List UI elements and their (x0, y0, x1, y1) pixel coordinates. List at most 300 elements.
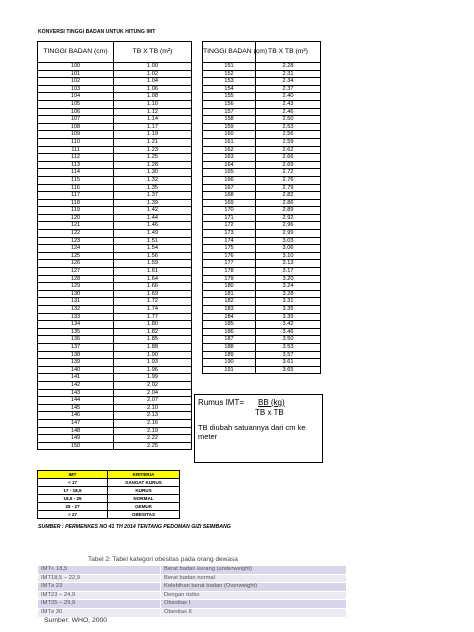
who-row (38, 566, 347, 575)
table-row-cell: 3.28 (256, 290, 321, 298)
table-row (38, 237, 192, 245)
table-row (38, 359, 192, 367)
table-row-cell: 149 (38, 435, 114, 443)
table-row-cell: 157 (203, 108, 256, 116)
table-row-cell: 150 (38, 442, 114, 450)
table-row-cell: 182 (203, 298, 256, 306)
table-row (203, 343, 321, 351)
table-row-cell: 159 (203, 123, 256, 131)
table-row-cell: 1.59 (114, 260, 192, 268)
height-conversion-table-left (37, 41, 192, 450)
criteria-row-cell: > 27 (38, 511, 108, 519)
table-row (38, 412, 192, 420)
table-row (38, 138, 192, 146)
table-row (38, 70, 192, 78)
table-row-cell: 1.88 (114, 343, 192, 351)
table-row-cell: 177 (203, 260, 256, 268)
table-row-cell: 3.10 (256, 252, 321, 260)
source-citation: SUMBER : PERMENKES NO 41 TH 2014 TENTANG PEDOMAN GIZI SEIMBANG (38, 524, 231, 530)
who-obesity-table (37, 565, 347, 618)
table-row-cell: 111 (38, 146, 114, 154)
table-row-cell: 140 (38, 366, 114, 374)
table-row (38, 366, 192, 374)
table-row-cell: 3.50 (256, 336, 321, 344)
table-row-cell: 165 (203, 169, 256, 177)
table-row-cell: 128 (38, 275, 114, 283)
who-table-caption: Tabel 2: Tabel kategori obesitas pada orang dewasa (88, 556, 238, 563)
table-row-cell: 105 (38, 100, 114, 108)
table-row-cell: 1.96 (114, 366, 192, 374)
table-row-cell: 2.22 (114, 435, 192, 443)
who-row (38, 583, 347, 592)
table-row-cell: 151 (203, 63, 256, 71)
criteria-row (38, 511, 180, 519)
table-row-cell: 191 (203, 366, 256, 374)
table-row-cell: 2.50 (256, 116, 321, 124)
table-row-cell: 169 (203, 199, 256, 207)
table-row (38, 63, 192, 71)
column-header-height-squared: TB X TB (m²) (114, 42, 192, 63)
table-row-cell: 1.04 (114, 78, 192, 86)
table-row (38, 93, 192, 101)
table-row-cell: 189 (203, 351, 256, 359)
table-row-cell: 124 (38, 245, 114, 253)
table-row-cell: 2.96 (256, 222, 321, 230)
table-row-cell: 116 (38, 184, 114, 192)
table-row-cell: 1.56 (114, 252, 192, 260)
table-row-cell: 185 (203, 321, 256, 329)
table-row-cell: 1.10 (114, 100, 192, 108)
table-row (38, 427, 192, 435)
table-row-cell: 1.23 (114, 146, 192, 154)
table-row-cell: 2.34 (256, 78, 321, 86)
table-row-cell: 152 (203, 70, 256, 78)
who-row-cell: Obesitas II (161, 608, 347, 617)
table-row-cell: 2.69 (256, 161, 321, 169)
table-row-cell: 1.28 (114, 161, 192, 169)
table-row-cell: 3.46 (256, 328, 321, 336)
table-row (38, 230, 192, 238)
table-row-cell: 2.25 (114, 442, 192, 450)
criteria-row (38, 487, 180, 495)
table-row (203, 93, 321, 101)
table-row (38, 442, 192, 450)
table-row (203, 116, 321, 124)
table-row-cell: 3.65 (256, 366, 321, 374)
table-row-cell: 2.46 (256, 108, 321, 116)
formula-note: TB diubah satuannya dari cm ke meter (198, 423, 306, 441)
table-row-cell: 119 (38, 207, 114, 215)
table-row (38, 78, 192, 86)
table-row-cell: 1.19 (114, 131, 192, 139)
table-row (38, 192, 192, 200)
table-row-cell: 3.61 (256, 359, 321, 367)
table-row-cell: 146 (38, 412, 114, 420)
table-row-cell: 108 (38, 123, 114, 131)
table-row-cell: 129 (38, 283, 114, 291)
table-row (38, 381, 192, 389)
table-row (38, 131, 192, 139)
criteria-row (38, 495, 180, 503)
criteria-header-imt: IMT (38, 471, 108, 479)
table-row (38, 260, 192, 268)
criteria-row-cell: < 17 (38, 479, 108, 487)
table-row-cell: 1.44 (114, 214, 192, 222)
table-row-cell: 183 (203, 306, 256, 314)
table-row (203, 131, 321, 139)
table-row-cell: 1.14 (114, 116, 192, 124)
table-row-cell: 1.74 (114, 306, 192, 314)
table-row-cell: 2.92 (256, 214, 321, 222)
table-row-cell: 101 (38, 70, 114, 78)
who-row-cell: IMT18,5 – 22,9 (38, 574, 161, 583)
table-row (38, 321, 192, 329)
table-row-cell: 117 (38, 192, 114, 200)
table-row (38, 169, 192, 177)
who-row-cell: Berat badan kurang (underweight) (161, 566, 347, 575)
table-row (203, 313, 321, 321)
table-row-cell: 2.76 (256, 176, 321, 184)
table-row-cell: 1.61 (114, 268, 192, 276)
who-row-cell: Berat badan normal (161, 574, 347, 583)
table-row-cell: 168 (203, 192, 256, 200)
table-row-cell: 102 (38, 78, 114, 86)
table-row (38, 343, 192, 351)
table-row (203, 336, 321, 344)
bmi-formula-box (194, 394, 323, 463)
table-row (38, 207, 192, 215)
formula-label: Rumus IMT= (198, 398, 245, 407)
criteria-row (38, 479, 180, 487)
table-row-cell: 2.04 (114, 389, 192, 397)
table-row (203, 63, 321, 71)
table-row (203, 230, 321, 238)
table-row (203, 298, 321, 306)
table-row-cell: 133 (38, 313, 114, 321)
who-row-cell: IMT25 – 29,9 (38, 600, 161, 609)
table-row-cell: 2.16 (114, 419, 192, 427)
table-row (203, 321, 321, 329)
table-row-cell: 2.43 (256, 100, 321, 108)
table-row (38, 222, 192, 230)
table-row-cell: 1.17 (114, 123, 192, 131)
table-row (203, 199, 321, 207)
table-row-cell: 1.90 (114, 351, 192, 359)
table-row-cell: 2.28 (256, 63, 321, 71)
table-row-cell: 2.59 (256, 138, 321, 146)
table-row-cell: 171 (203, 214, 256, 222)
table-row (38, 184, 192, 192)
table-row-cell: 113 (38, 161, 114, 169)
table-row-cell: 112 (38, 154, 114, 162)
table-row-cell: 2.66 (256, 154, 321, 162)
table-row (38, 298, 192, 306)
table-row (203, 222, 321, 230)
table-row (38, 397, 192, 405)
criteria-row (38, 503, 180, 511)
table-row-cell: 187 (203, 336, 256, 344)
table-row-cell: 1.99 (114, 374, 192, 382)
table-row-cell: 147 (38, 419, 114, 427)
table-row-cell: 118 (38, 199, 114, 207)
table-row (38, 290, 192, 298)
table-row-cell: 1.02 (114, 70, 192, 78)
table-row-cell: 139 (38, 359, 114, 367)
column-header-height: TINGGI BADAN (cm) (38, 42, 114, 63)
table-row-cell: 3.03 (256, 237, 321, 245)
table-row-cell: 125 (38, 252, 114, 260)
table-row (38, 154, 192, 162)
table-row (203, 275, 321, 283)
table-row (38, 252, 192, 260)
table-row (38, 336, 192, 344)
table-row (38, 268, 192, 276)
table-row-cell: 1.66 (114, 283, 192, 291)
table-row-cell: 2.82 (256, 192, 321, 200)
table-row (203, 154, 321, 162)
table-row-cell: 3.35 (256, 306, 321, 314)
table-row-cell: 2.13 (114, 412, 192, 420)
table-row (203, 351, 321, 359)
table-row-cell: 1.85 (114, 336, 192, 344)
table-row-cell: 170 (203, 207, 256, 215)
who-row-cell: IMT≥ 23 (38, 583, 161, 592)
table-row-cell: 2.31 (256, 70, 321, 78)
table-row-cell: 163 (203, 154, 256, 162)
table-row (203, 237, 321, 245)
table-row-cell: 1.82 (114, 328, 192, 336)
table-row (203, 359, 321, 367)
table-row-cell: 107 (38, 116, 114, 124)
table-row-cell: 1.77 (114, 313, 192, 321)
table-row-cell: 1.12 (114, 108, 192, 116)
formula-denominator: TB x TB (255, 408, 284, 417)
who-source: Sumber: WHO, 2000 (44, 617, 108, 624)
table-row-cell: 1.51 (114, 237, 192, 245)
table-row-cell: 3.06 (256, 245, 321, 253)
criteria-row-cell: GEMUK (108, 503, 180, 511)
table-row (203, 207, 321, 215)
table-row-cell: 180 (203, 283, 256, 291)
table-row (203, 245, 321, 253)
table-row-cell: 2.10 (114, 404, 192, 412)
table-row (38, 108, 192, 116)
table-row-cell: 148 (38, 427, 114, 435)
table-row-cell: 3.13 (256, 260, 321, 268)
table-row-cell: 3.39 (256, 313, 321, 321)
table-row (203, 108, 321, 116)
who-row-cell: IMT≥ 30 (38, 608, 161, 617)
table-row-cell: 190 (203, 359, 256, 367)
table-row-cell: 121 (38, 222, 114, 230)
column-header-height-squared: TB X TB (m²) (256, 42, 321, 63)
table-row-cell: 2.53 (256, 123, 321, 131)
table-row-cell: 114 (38, 169, 114, 177)
criteria-row-cell: 18,5 - 25 (38, 495, 108, 503)
table-row-cell: 1.25 (114, 154, 192, 162)
table-row (203, 366, 321, 374)
bmi-criteria-table (37, 470, 180, 519)
table-row-cell: 2.62 (256, 146, 321, 154)
table-row-cell: 1.72 (114, 298, 192, 306)
table-row-cell: 109 (38, 131, 114, 139)
table-row-cell: 175 (203, 245, 256, 253)
table-row (38, 435, 192, 443)
table-row-cell: 2.02 (114, 381, 192, 389)
criteria-row-cell: OBESITAS (108, 511, 180, 519)
table-row-cell: 110 (38, 138, 114, 146)
who-row (38, 574, 347, 583)
table-row (203, 306, 321, 314)
table-row (38, 313, 192, 321)
table-row (38, 100, 192, 108)
table-row-cell: 142 (38, 381, 114, 389)
table-row (203, 161, 321, 169)
table-row-cell: 126 (38, 260, 114, 268)
table-row (203, 123, 321, 131)
table-row-cell: 104 (38, 93, 114, 101)
formula-numerator: BB (kg) (258, 398, 285, 407)
table-row (203, 214, 321, 222)
table-row (203, 138, 321, 146)
table-row (38, 306, 192, 314)
document-title: KONVERSI TINGGI BADAN UNTUK HITUNG IMT (38, 29, 156, 35)
table-row (38, 123, 192, 131)
table-row-cell: 138 (38, 351, 114, 359)
criteria-row-cell: NORMAL (108, 495, 180, 503)
table-row-cell: 143 (38, 389, 114, 397)
table-row-cell: 153 (203, 78, 256, 86)
table-row-cell: 1.64 (114, 275, 192, 283)
table-row-cell: 1.21 (114, 138, 192, 146)
table-row (203, 290, 321, 298)
table-row-cell: 178 (203, 268, 256, 276)
table-row (203, 85, 321, 93)
table-row-cell: 1.49 (114, 230, 192, 238)
table-row-cell: 179 (203, 275, 256, 283)
table-row-cell: 1.32 (114, 176, 192, 184)
table-row-cell: 174 (203, 237, 256, 245)
table-row (38, 161, 192, 169)
table-row (203, 78, 321, 86)
table-row-cell: 154 (203, 85, 256, 93)
who-row-cell: IMT23 – 24,9 (38, 591, 161, 600)
table-row-cell: 1.46 (114, 222, 192, 230)
table-row-cell: 155 (203, 93, 256, 101)
who-row-cell: Obesitas I (161, 600, 347, 609)
table-row-cell: 122 (38, 230, 114, 238)
table-row-cell: 103 (38, 85, 114, 93)
table-row-cell: 2.99 (256, 230, 321, 238)
table-row-cell: 130 (38, 290, 114, 298)
criteria-row-cell: KURUS (108, 487, 180, 495)
criteria-row-cell: 17 - 18,5 (38, 487, 108, 495)
table-row (38, 351, 192, 359)
table-row (38, 214, 192, 222)
who-row (38, 608, 347, 617)
table-row (203, 192, 321, 200)
table-row-cell: 3.53 (256, 343, 321, 351)
table-row (203, 260, 321, 268)
criteria-row-cell: 25 - 27 (38, 503, 108, 511)
table-row-cell: 2.89 (256, 207, 321, 215)
table-row-cell: 164 (203, 161, 256, 169)
table-row (203, 100, 321, 108)
table-row (38, 404, 192, 412)
table-row-cell: 167 (203, 184, 256, 192)
table-row (38, 199, 192, 207)
table-row-cell: 2.72 (256, 169, 321, 177)
table-row-cell: 2.37 (256, 85, 321, 93)
table-row-cell: 141 (38, 374, 114, 382)
table-row-cell: 2.40 (256, 93, 321, 101)
table-row (38, 176, 192, 184)
table-row (203, 283, 321, 291)
table-row-cell: 3.31 (256, 298, 321, 306)
table-row-cell: 1.06 (114, 85, 192, 93)
who-row-cell: Kelebihan berat badan (Overweight) (161, 583, 347, 592)
table-row-cell: 2.86 (256, 199, 321, 207)
table-row-cell: 181 (203, 290, 256, 298)
table-row (203, 176, 321, 184)
table-row (38, 374, 192, 382)
table-row-cell: 3.42 (256, 321, 321, 329)
table-row (38, 283, 192, 291)
table-row-cell: 120 (38, 214, 114, 222)
who-row (38, 591, 347, 600)
table-row-cell: 3.57 (256, 351, 321, 359)
table-row-cell: 2.79 (256, 184, 321, 192)
table-row-cell: 2.56 (256, 131, 321, 139)
table-row-cell: 144 (38, 397, 114, 405)
table-row (38, 85, 192, 93)
table-row-cell: 162 (203, 146, 256, 154)
table-row (203, 184, 321, 192)
table-row-cell: 1.93 (114, 359, 192, 367)
table-row-cell: 131 (38, 298, 114, 306)
table-row-cell: 166 (203, 176, 256, 184)
table-row (203, 70, 321, 78)
table-row-cell: 172 (203, 222, 256, 230)
table-row (38, 245, 192, 253)
table-row (38, 389, 192, 397)
table-row-cell: 132 (38, 306, 114, 314)
table-row-cell: 1.35 (114, 184, 192, 192)
table-row-cell: 1.30 (114, 169, 192, 177)
table-row-cell: 127 (38, 268, 114, 276)
table-row-cell: 1.54 (114, 245, 192, 253)
table-row-cell: 1.80 (114, 321, 192, 329)
table-row-cell: 145 (38, 404, 114, 412)
table-row-cell: 158 (203, 116, 256, 124)
criteria-header-kriteria: KRITERIA (108, 471, 180, 479)
table-row-cell: 134 (38, 321, 114, 329)
table-row-cell: 176 (203, 252, 256, 260)
table-row-cell: 136 (38, 336, 114, 344)
table-row (203, 268, 321, 276)
table-row-cell: 1.37 (114, 192, 192, 200)
table-row (38, 116, 192, 124)
table-row-cell: 1.42 (114, 207, 192, 215)
table-row (203, 146, 321, 154)
table-row (38, 146, 192, 154)
table-row (38, 275, 192, 283)
table-row-cell: 135 (38, 328, 114, 336)
table-row-cell: 3.20 (256, 275, 321, 283)
who-row-cell: Dengan risiko (161, 591, 347, 600)
table-row (203, 169, 321, 177)
height-conversion-table-right (202, 41, 321, 374)
